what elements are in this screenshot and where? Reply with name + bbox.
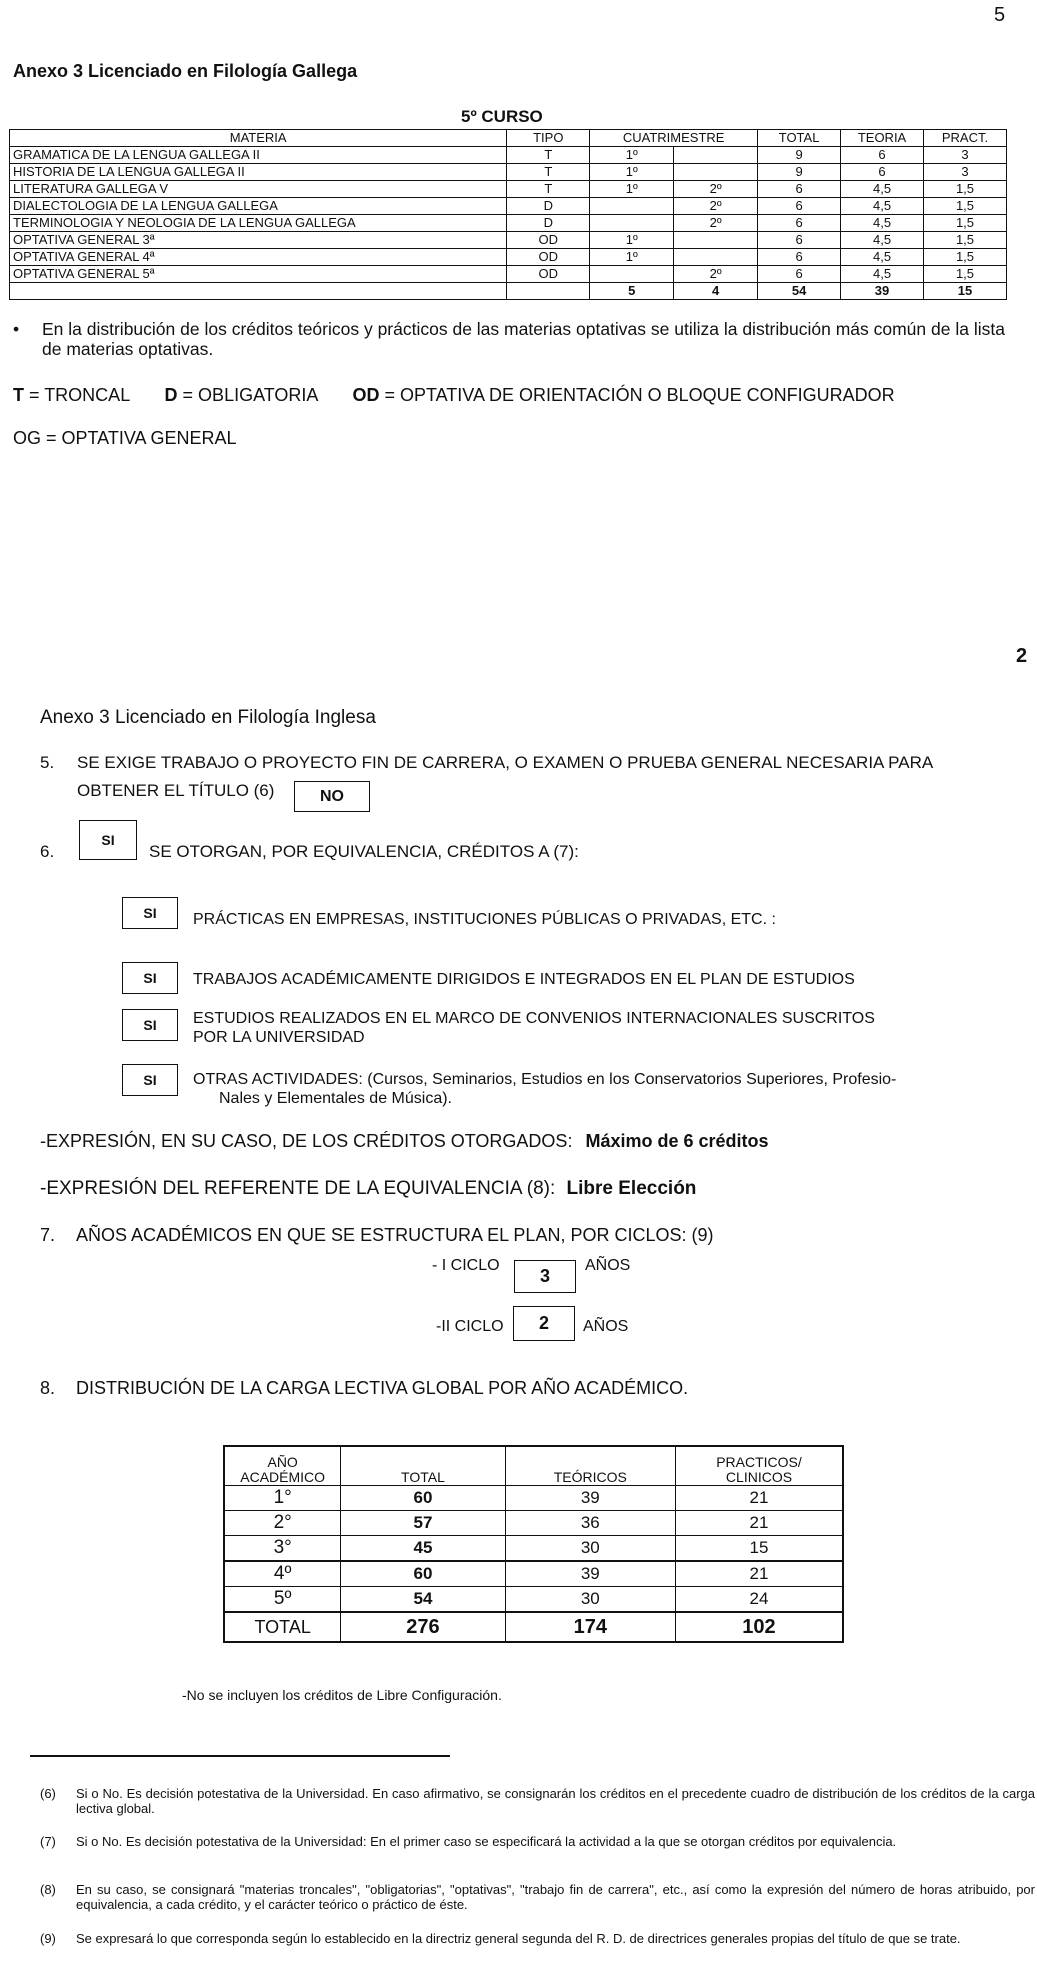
load-row [224,1511,843,1536]
table-row [10,266,1007,283]
load-row [224,1536,843,1562]
footnote [40,1786,1035,1816]
item-7-text: AÑOS ACADÉMICOS EN QUE SE ESTRUCTURA EL PLAN, POR CICLOS: (9) [76,1225,714,1245]
table-cell: 2º [674,181,758,198]
load-total-cell: TOTAL [224,1612,341,1642]
subject-cell: OPTATIVA GENERAL 5ª [10,266,507,283]
estudios-box: SI [122,1009,178,1041]
final-project-box: NO [294,781,370,812]
table-cell: 4,5 [841,198,924,215]
academic-load-table [223,1445,844,1643]
table-cell [590,266,674,283]
table-cell [590,215,674,232]
annex-title: Anexo 3 Licenciado en Filología Gallega [13,61,358,81]
legend-optativa-orientacion: OD = OPTATIVA DE ORIENTACIÓN O BLOQUE CONFIGURADOR [352,385,895,405]
total-cell: 4 [674,283,758,300]
subject-cell: GRAMATICA DE LA LENGUA GALLEGA II [10,147,507,164]
table-cell: D [507,215,590,232]
table-cell: 4,5 [841,232,924,249]
table-row [10,232,1007,249]
total-cell [10,283,507,300]
header-materia: MATERIA [10,130,507,147]
table-row [10,198,1007,215]
table-cell: 1º [590,164,674,181]
header-teoria: TEORIA [841,130,924,147]
load-totals-row [224,1612,843,1642]
table-cell: 4,5 [841,215,924,232]
header-pract: PRACT. [924,130,1007,147]
total-credits-cell: 57 [341,1511,505,1536]
subject-cell: LITERATURA GALLEGA V [10,181,507,198]
load-header-total: TOTAL [341,1446,505,1486]
theory-cell: 30 [505,1587,675,1613]
page-number-2: 2 [1016,645,1028,667]
practice-cell: 15 [675,1536,843,1562]
bullet-note-text: En la distribución de los créditos teóricos y prácticos de las materias optativas se utiliza la distribución más común de la lista de materias optativas. [42,319,1005,359]
table-cell: 2º [674,266,758,283]
table-cell: 2º [674,215,758,232]
type-legend [13,385,895,406]
load-row [224,1587,843,1613]
ciclo-1-label: - I CICLO [432,1257,500,1274]
footnote [40,1882,1035,1912]
item-5-line2: OBTENER EL TÍTULO (6) [77,781,275,800]
load-header-row [224,1446,843,1486]
theory-cell: 39 [505,1561,675,1587]
footnote [40,1834,1035,1849]
table-cell: 3 [924,164,1007,181]
year-cell: 5º [224,1587,341,1613]
legend-obligatoria: D = OBLIGATORIA [164,385,318,405]
table-row [10,164,1007,181]
item-5-number: 5. [40,753,55,772]
header-tipo: TIPO [507,130,590,147]
footnote-text: En su caso, se consignará "materias troncales", "obligatorias", "optativas", "trabajo fin de carrera", etc., así como la expresión del número de horas atribuido, por equivalencia, a cada crédito, y el carácter teórico o práctico de éste. [76,1882,1035,1912]
footnote-text: Se expresará lo que corresponda según lo establecido en la directriz general segunda del R. D. de directrices generales propias del título de que se trate. [76,1931,961,1946]
table-cell: 1,5 [924,215,1007,232]
theory-cell: 30 [505,1536,675,1562]
total-credits-cell: 45 [341,1536,505,1562]
bullet-icon: • [13,319,20,339]
totals-row [10,283,1007,300]
table-cell: 6 [758,266,841,283]
table-cell: 6 [758,232,841,249]
load-note: -No se incluyen los créditos de Libre Configuración. [182,1687,502,1703]
footnote-number: (6) [40,1786,56,1801]
total-cell: 5 [590,283,674,300]
otras-line1: OTRAS ACTIVIDADES: (Cursos, Seminarios, Estudios en los Conservatorios Superiores, Profesio- [193,1071,897,1088]
load-total-cell: 102 [675,1612,843,1642]
theory-cell: 39 [505,1486,675,1511]
practice-cell: 21 [675,1561,843,1587]
table-cell: 4,5 [841,181,924,198]
equivalence-reference-value: Libre Elección [566,1178,697,1199]
item-7-number: 7. [40,1225,56,1245]
total-credits-cell: 54 [341,1587,505,1613]
footnote-text: Si o No. Es decisión potestativa de la Universidad. En caso afirmativo, se consignarán los créditos en el precedente cuadro de distribución de los créditos de la carga lectiva global. [76,1786,1035,1816]
equivalence-reference-line [40,1178,696,1200]
theory-cell: 36 [505,1511,675,1536]
total-cell: 15 [924,283,1007,300]
ciclo-2-years: AÑOS [583,1318,629,1335]
table-cell: 1º [590,147,674,164]
table-cell: 6 [841,147,924,164]
header-total: TOTAL [758,130,841,147]
table-cell: 6 [758,215,841,232]
otras-text [193,1070,896,1108]
load-row [224,1486,843,1511]
table-cell: 1,5 [924,232,1007,249]
footnote [40,1931,1035,1946]
year-cell: 1° [224,1486,341,1511]
credits-granted-value: Máximo de 6 créditos [585,1131,769,1151]
ciclo-2-label: -II CICLO [436,1318,504,1335]
table-cell: 6 [758,181,841,198]
header-cuatrimestre: CUATRIMESTRE [590,130,758,147]
table-cell: 2º [674,198,758,215]
otras-box: SI [122,1064,178,1096]
load-header-teoricos: TEÓRICOS [505,1446,675,1486]
table-cell: T [507,147,590,164]
table-cell [674,232,758,249]
table-cell: OD [507,249,590,266]
table-cell: 9 [758,164,841,181]
footnote-number: (9) [40,1931,56,1946]
footnote-number: (8) [40,1882,56,1897]
subject-cell: OPTATIVA GENERAL 3ª [10,232,507,249]
footnote-number: (7) [40,1834,56,1849]
table-cell: 3 [924,147,1007,164]
table-header-row [10,130,1007,147]
trabajos-text: TRABAJOS ACADÉMICAMENTE DIRIGIDOS E INTEGRADOS EN EL PLAN DE ESTUDIOS [193,971,855,988]
credits-granted-line [40,1131,769,1152]
trabajos-box: SI [122,962,178,994]
total-cell: 39 [841,283,924,300]
course-subjects-table [9,129,1007,300]
ciclo-1-value-box: 3 [514,1260,576,1293]
item-5-line1: SE EXIGE TRABAJO O PROYECTO FIN DE CARRERA, O EXAMEN O PRUEBA GENERAL NECESARIA PARA [77,753,934,772]
practicas-text: PRÁCTICAS EN EMPRESAS, INSTITUCIONES PÚBLICAS O PRIVADAS, ETC. : [193,911,776,928]
table-cell: 4,5 [841,249,924,266]
table-cell: 1º [590,249,674,266]
practice-cell: 21 [675,1511,843,1536]
estudios-line1: ESTUDIOS REALIZADOS EN EL MARCO DE CONVENIOS INTERNACIONALES SUSCRITOS [193,1010,875,1027]
subject-cell: HISTORIA DE LA LENGUA GALLEGA II [10,164,507,181]
total-cell [507,283,590,300]
otras-line2: Nales y Elementales de Música). [219,1090,452,1107]
table-cell [674,249,758,266]
load-header-practicos: PRACTICOS/ CLINICOS [675,1446,843,1486]
total-cell: 54 [758,283,841,300]
table-cell: 4,5 [841,266,924,283]
table-cell: 6 [758,198,841,215]
item-6-number: 6. [40,842,55,861]
practicas-box: SI [122,897,178,929]
table-cell [590,198,674,215]
footnote-text: Si o No. Es decisión potestativa de la Universidad: En el primer caso se especificará la actividad a la que se otorgan créditos por equivalencia. [76,1834,897,1849]
subject-cell: DIALECTOLOGIA DE LA LENGUA GALLEGA [10,198,507,215]
item-6-text: SE OTORGAN, POR EQUIVALENCIA, CRÉDITOS A (7): [149,842,579,861]
estudios-line2: POR LA UNIVERSIDAD [193,1029,365,1046]
table-cell: 6 [841,164,924,181]
table-cell: T [507,164,590,181]
load-row [224,1561,843,1587]
year-cell: 2° [224,1511,341,1536]
item-8-number: 8. [40,1378,56,1398]
practice-cell: 21 [675,1486,843,1511]
load-header-year: AÑO ACADÉMICO [224,1446,341,1486]
table-cell [674,164,758,181]
subject-cell: OPTATIVA GENERAL 4ª [10,249,507,266]
footnote-divider [30,1755,450,1757]
table-cell: OD [507,232,590,249]
year-cell: 4º [224,1561,341,1587]
subject-cell: TERMINOLOGIA Y NEOLOGIA DE LA LENGUA GALLEGA [10,215,507,232]
total-credits-cell: 60 [341,1486,505,1511]
table-cell: 1º [590,181,674,198]
ciclo-2-value-box: 2 [513,1306,575,1341]
equivalence-reference-label: -EXPRESIÓN DEL REFERENTE DE LA EQUIVALENCIA (8): [40,1178,556,1199]
credits-granted-label: -EXPRESIÓN, EN SU CASO, DE LOS CRÉDITOS OTORGADOS: [40,1131,573,1151]
table-cell: OD [507,266,590,283]
ciclo-1-years: AÑOS [585,1257,631,1274]
legend-og: OG = OPTATIVA GENERAL [13,428,237,448]
equivalence-box: SI [79,820,137,860]
table-cell: 9 [758,147,841,164]
load-total-cell: 276 [341,1612,505,1642]
table-cell: 1º [590,232,674,249]
table-cell: T [507,181,590,198]
estudios-text [193,1009,875,1047]
table-row [10,215,1007,232]
table-cell [674,147,758,164]
table-cell: 1,5 [924,249,1007,266]
annex-title-2: Anexo 3 Licenciado en Filología Inglesa [40,707,376,728]
table-row [10,249,1007,266]
legend-troncal: T = TRONCAL [13,385,130,405]
practice-cell: 24 [675,1587,843,1613]
table-cell: 1,5 [924,266,1007,283]
bullet-note [13,319,1013,359]
table-cell: 6 [758,249,841,266]
page-number: 5 [994,4,1006,26]
table-cell: D [507,198,590,215]
load-total-cell: 174 [505,1612,675,1642]
table-cell: 1,5 [924,181,1007,198]
table-row [10,147,1007,164]
total-credits-cell: 60 [341,1561,505,1587]
year-cell: 3° [224,1536,341,1562]
course-title: 5º CURSO [461,107,543,126]
table-row [10,181,1007,198]
item-8-text: DISTRIBUCIÓN DE LA CARGA LECTIVA GLOBAL POR AÑO ACADÉMICO. [76,1378,689,1398]
table-cell: 1,5 [924,198,1007,215]
